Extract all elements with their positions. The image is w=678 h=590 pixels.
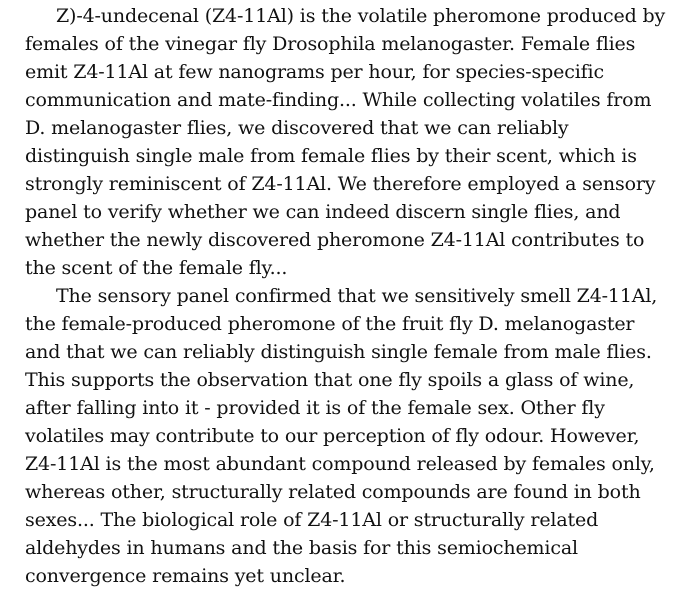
paragraph-sensory-panel-results: The sensory panel confirmed that we sensitively smell Z4-11Al, the female-produced pheromone of the fruit fly D. melanogaster and that we can reliably distinguish single female from male flies. This supports the observation that one fly spoils a glass of wine, after falling into it - provided it is of the female sex. Other fly volatiles may contribute to our perception of fly odour. However, Z4-11Al is the most abundant compound released by females only, whereas other, structurally related compounds are found in both sexes... The biological role of Z4-11Al or structurally related aldehydes in humans and the basis for this semiochemical convergence remains yet unclear. <box>25 285 658 587</box>
paragraph-pheromone-intro: Z)-4-undecenal (Z4-11Al) is the volatile pheromone produced by females of the vinegar fly Drosophila melanogaster. Female flies emit Z4-11Al at few nanograms per hour, for species-specific communication and mate-finding... While collecting volatiles from D. melanogaster flies, we discovered that we can reliably distinguish single male from female flies by their scent, which is strongly reminiscent of Z4-11Al. We therefore employed a sensory panel to verify whether we can indeed discern single flies, and whether the newly discovered pheromone Z4-11Al contributes to the scent of the female fly... <box>25 5 666 279</box>
